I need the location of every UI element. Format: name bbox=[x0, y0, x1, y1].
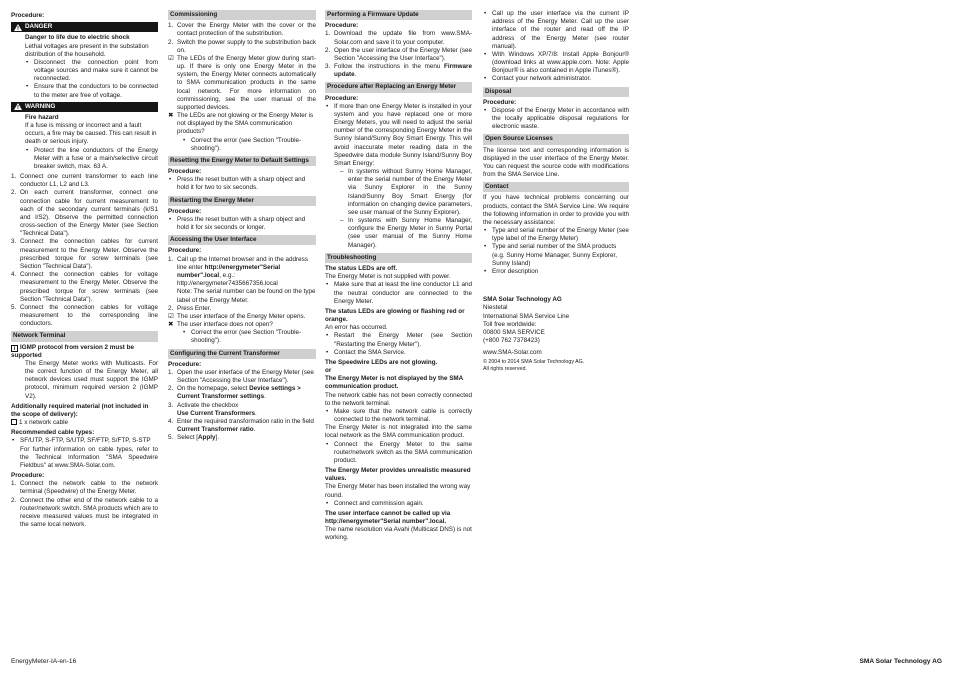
procedure-heading: Procedure: bbox=[325, 94, 359, 102]
address-line: Niestetal bbox=[483, 304, 508, 312]
list-item: • Error description bbox=[483, 268, 629, 276]
warning-label: WARNING bbox=[25, 102, 56, 110]
contact-text: If you have technical problems concerning our products, contact the SMA Service Line. We require the following information in order to provide you with the necessary assistance: bbox=[483, 194, 629, 226]
rights-text: All rights reserved. bbox=[483, 366, 527, 373]
warning-title: Fire hazard bbox=[25, 113, 59, 121]
section-heading-reset: Resetting the Energy Meter to Default Settings bbox=[168, 156, 316, 166]
cfg5-button: Apply bbox=[198, 434, 216, 442]
list-item: • Type and serial number of the Energy Meter (see type label of the Energy Meter) bbox=[483, 227, 629, 243]
step-item bbox=[168, 434, 316, 442]
access-note: Note: The serial number can be found on the type label of the Energy Meter. bbox=[177, 288, 316, 304]
step-item: 2. Press Enter. bbox=[168, 305, 316, 313]
address-line: 00800 SMA SERVICE bbox=[483, 328, 545, 336]
cfg2-menu: Device settings > Current Transformer settings bbox=[177, 385, 301, 401]
section-heading-config: Configuring the Current Transformer bbox=[168, 349, 316, 359]
step-item: 2. Open the user interface of the Energy Meter (see Section "Accessing the User Interface"). bbox=[325, 47, 472, 63]
step-item bbox=[168, 385, 316, 401]
section-heading-replace: Procedure after Replacing an Energy Meter bbox=[325, 82, 472, 92]
danger-text: Lethal voltages are present in the substation distribution of the household. bbox=[25, 42, 149, 58]
list-item: • Correct the error (see Section "Trouble-shooting"). bbox=[182, 329, 316, 345]
column-1 bbox=[11, 10, 158, 529]
list-item: – In systems with Sunny Home Manager, configure the Energy Meter in Sunny Portal (see user manual of the Sunny Home Manager). bbox=[339, 217, 472, 250]
cfg4-text: Enter the required transformation ratio in the field bbox=[177, 417, 314, 425]
cross-result-icon: ✖ bbox=[168, 112, 174, 120]
cfg3-text: Activate the checkbox bbox=[177, 401, 239, 409]
check-result-icon: ☑ bbox=[168, 54, 174, 62]
footer-company: SMA Solar Technology AG bbox=[859, 658, 942, 665]
section-heading-contact: Contact bbox=[483, 182, 629, 192]
procedure-heading: Procedure: bbox=[168, 168, 202, 176]
section-heading-troubleshooting: Troubleshooting bbox=[325, 253, 472, 263]
column-4 bbox=[483, 10, 629, 373]
cross-result-icon: ✖ bbox=[168, 321, 174, 329]
access-eg: , e.g.: bbox=[219, 271, 235, 279]
list-item: • Call up the user interface via the current IP address of the Energy Meter. Call up the user interface of the router and read off the IP address of the Energy Meter (see router manual). bbox=[483, 10, 629, 51]
warning-triangle-icon bbox=[14, 103, 22, 110]
danger-label: DANGER bbox=[25, 23, 53, 31]
fw3-menu: Firmware update bbox=[334, 63, 472, 79]
check-result-icon: ☑ bbox=[168, 312, 174, 320]
trouble-title: The Energy Meter is not displayed by the SMA communication product. bbox=[325, 375, 463, 391]
step-item bbox=[168, 256, 316, 305]
trouble-text: The name resolution via Avahi (Multicast DNS) is not working. bbox=[325, 526, 472, 542]
procedure-heading: Procedure: bbox=[11, 12, 45, 19]
cable-types-heading: Recommended cable types: bbox=[11, 429, 95, 437]
additional-material-heading: Additionally required material (not included in the scope of delivery): bbox=[11, 402, 149, 418]
trouble-text: The Energy Meter has been installed the wrong way round. bbox=[325, 483, 471, 499]
warning-text: If a fuse is missing or incorrect and a fault occurs, a fire may be caused. This can result in death or serious injury. bbox=[25, 122, 157, 146]
danger-banner bbox=[11, 22, 158, 32]
step-item: 2. On each current transformer, connect one connection cable for current measurement to each of the secondary current terminals (k/S1 and l/S2). Observe the permitted connection cross-section of the Energy Meter (see Section "Technical Data"). bbox=[11, 189, 158, 238]
cfg3-option: Use Current Transformers bbox=[177, 409, 256, 417]
step-item: 5. Connect the connection cables for voltage measurement to the corresponding line conductors. bbox=[11, 304, 158, 329]
address-line: Toll free worldwide: bbox=[483, 320, 537, 328]
trouble-or: or bbox=[325, 367, 332, 375]
list-item: • Ensure that the conductors to be connected to the meter are free of voltage. bbox=[25, 83, 158, 99]
procedure-heading: Procedure: bbox=[168, 207, 202, 215]
section-heading-network: Network Terminal bbox=[11, 331, 158, 341]
trouble-title: The user interface cannot be called up via http://energymeter"Serial number".local. bbox=[325, 509, 451, 526]
list-item: • Press the reset button with a sharp object and hold it for six seconds or longer. bbox=[168, 216, 316, 232]
list-item: • Connect and commission again. bbox=[325, 500, 472, 508]
website-link[interactable]: www.SMA-Solar.com bbox=[483, 349, 542, 357]
step-item: 1. Connect one current transformer to each line conductor L1, L2 and L3. bbox=[11, 173, 158, 189]
list-item: • Protect the line conductors of the Energy Meter with a fuse or a main/selective circuit breaker switch, max. 63 A. bbox=[25, 147, 158, 172]
trouble-text: The network cable has not been correctly connected to the network terminal. bbox=[325, 391, 472, 407]
step-item: 1. Cover the Energy Meter with the cover or the contact protection of the substribution. bbox=[168, 22, 316, 38]
list-item: • Type and serial number of the SMA products (e.g. Sunny Home Manager, Sunny Explorer, Sunny Island) bbox=[483, 243, 629, 268]
material-item: 1 x network cable bbox=[19, 419, 69, 427]
procedure-heading: Procedure: bbox=[325, 22, 359, 30]
step-item: 3. Connect the connection cables for current measurement to the Energy Meter. Observe the prescribed torque for screw terminals (see Section "Technical Data"). bbox=[11, 238, 158, 271]
trouble-text: An error has occurred. bbox=[325, 324, 388, 332]
step-item: 3. Follow the instructions in the menu Firmware update. bbox=[325, 63, 472, 79]
footer-document-id: EnergyMeter-IA-en-16 bbox=[11, 658, 77, 665]
column-3 bbox=[325, 10, 472, 543]
section-heading-restart: Restarting the Energy Meter bbox=[168, 196, 316, 206]
trouble-text: The Energy Meter is not integrated into the same local network as the SMA communication product. bbox=[325, 424, 472, 440]
list-item: • Connect the Energy Meter to the same router/network switch as the SMA communication product. bbox=[325, 441, 472, 466]
access-ok-text: The user interface of the Energy Meter opens. bbox=[177, 312, 306, 320]
access-step-text: Call up the Internet browser and in the address line enter bbox=[177, 255, 308, 271]
cfg4-field: Current Transformer ratio bbox=[177, 426, 254, 434]
column-2 bbox=[168, 10, 316, 442]
checkbox-icon bbox=[11, 419, 17, 425]
cfg5-text: Select [ bbox=[177, 434, 198, 442]
list-item: • With Windows XP/7/8: Install Apple Bonjour® (download links at www.apple.com. Note: Apple Bonjour® is also contained in Apple iTunes®). bbox=[483, 51, 629, 76]
trouble-title: The Speedwire LEDs are not glowing. bbox=[325, 358, 438, 366]
section-heading-disposal: Disposal bbox=[483, 87, 629, 97]
trouble-title: The status LEDs are glowing or flashing red or orange. bbox=[325, 307, 465, 324]
list-item: – In systems without Sunny Home Manager, enter the serial number of the Energy Meter via Sunny Explorer in the Sunny Island/Sunny Boy Smart Energy (for information on changing device parameters, see user manual of the Sunny Explorer). bbox=[339, 168, 472, 217]
address-line: International SMA Service Line bbox=[483, 312, 570, 320]
list-item: • Disconnect the connection point from voltage sources and make sure it cannot be reconnected. bbox=[25, 59, 158, 84]
cfg2-text: On the homepage, select bbox=[177, 385, 250, 393]
list-item: • Contact the SMA Service. bbox=[325, 349, 472, 357]
step-item: 3. Activate the checkbox Use Current Transformers. bbox=[168, 402, 316, 418]
step-item: 2. Connect the other end of the network cable to a router/network switch. SMA products which are to receive measured values must be integrated in the same local network. bbox=[11, 497, 158, 530]
oss-text: The license text and corresponding information is displayed in the user interface of the Energy Meter. You can request the source code with modifications from the SMA Service Line. bbox=[483, 146, 629, 179]
igmp-title: IGMP protocol from version 2 must be supported bbox=[11, 343, 134, 359]
access-example: http://energymeter7435667356.local bbox=[177, 280, 278, 288]
cfg5-end: ]. bbox=[215, 434, 219, 442]
step-item: 4. Enter the required transformation ratio in the field Current Transformer ratio. bbox=[168, 418, 316, 434]
cable-note: For further information on cable types, refer to the Technical Information "SMA Speedwire Fieldbus" at www.SMA-Solar.com. bbox=[20, 445, 158, 469]
section-heading-firmware: Performing a Firmware Update bbox=[325, 10, 472, 20]
section-heading-access: Accessing the User Interface bbox=[168, 235, 316, 245]
igmp-text: The Energy Meter works with Multicasts. For the correct function of the Energy Meter, all network devices used must support the IGMP protocol, minimum required version 2 (IGMP V2). bbox=[25, 359, 158, 400]
fw3-text: Follow the instructions in the menu bbox=[334, 63, 444, 71]
list-item: • Correct the error (see Section "Trouble-shooting"). bbox=[182, 137, 316, 153]
section-heading-oss: Open Source Licenses bbox=[483, 134, 629, 144]
section-heading-commissioning: Commissioning bbox=[168, 10, 316, 20]
led-fail-text: The LEDs are not glowing or the Energy Meter is not displayed by the SMA communication products? bbox=[177, 112, 314, 136]
procedure-heading: Procedure: bbox=[11, 472, 45, 480]
danger-title: Danger to life due to electric shock bbox=[25, 34, 130, 42]
led-ok-text: The LEDs of the Energy Meter glow during start-up. If there is only one Energy Meter in the system, the Energy Meter connects automatically to SMA communication products in the same local network. For more information on commissioning, see the user manual of the supported devices. bbox=[177, 54, 316, 111]
list-item: • SF/UTP, S-FTP, S/UTP, SF/FTP, S/FTP, S-STP bbox=[11, 437, 158, 445]
procedure-heading: Procedure: bbox=[168, 247, 202, 255]
list-item: • Restart the Energy Meter (see Section "Restarting the Energy Meter"). bbox=[325, 332, 472, 348]
access-fail-text: The user interface does not open? bbox=[177, 321, 273, 329]
list-item: • Make sure that at least the line conductor L1 and the neutral conductor are connected to the Energy Meter. bbox=[325, 281, 472, 306]
list-item: • Make sure that the network cable is correctly connected to the network terminal. bbox=[325, 408, 472, 424]
warning-triangle-icon bbox=[14, 24, 22, 31]
procedure-heading: Procedure: bbox=[168, 360, 202, 368]
info-icon: i bbox=[11, 345, 18, 352]
list-item: • If more than one Energy Meter is installed in your system and you have replaced one or more Energy Meters, you will need to adjust the serial number of the corresponding Energy Meter in the Sunny Island/Sunny Boy Smart Energy. This will avoid inaccurate meter reading data in the Speedwire data module Sunny Island/Sunny Boy Smart Energy: bbox=[325, 103, 472, 168]
step-item: 4. Connect the connection cables for voltage measurement to the Energy Meter. Observe the prescribed torque for screw terminals (see Section "Technical Data"). bbox=[11, 271, 158, 304]
step-item: 1. Connect the network cable to the network terminal (Speedwire) of the Energy Meter. bbox=[11, 480, 158, 496]
procedure-heading: Procedure: bbox=[483, 98, 517, 106]
company-name: SMA Solar Technology AG bbox=[483, 296, 562, 304]
trouble-title: The Energy Meter provides unrealistic measured values. bbox=[325, 467, 471, 483]
list-item: • Dispose of the Energy Meter in accordance with the locally applicable disposal regulations for electronic waste. bbox=[483, 107, 629, 132]
trouble-title: The status LEDs are off. bbox=[325, 264, 398, 272]
cfg2-end: . bbox=[264, 393, 266, 401]
trouble-text: The Energy Meter is not supplied with power. bbox=[325, 273, 451, 281]
list-item: • Contact your network administrator. bbox=[483, 75, 629, 83]
step-item: 2. Switch the power supply to the substribution back on. bbox=[168, 39, 316, 55]
list-item: • Press the reset button with a sharp object and hold it for two to six seconds. bbox=[168, 176, 316, 192]
step-item: 1. Download the update file from www.SMA-Solar.com and save it to your computer. bbox=[325, 30, 472, 46]
address-line: (+800 762 7378423) bbox=[483, 337, 540, 345]
warning-banner bbox=[11, 102, 158, 112]
step-item: 1. Open the user interface of the Energy Meter (see Section "Accessing the User Interface"). bbox=[168, 369, 316, 385]
copyright-text: © 2004 to 2014 SMA Solar Technology AG. bbox=[483, 359, 585, 366]
access-url: http://energymeter"Serial number".local bbox=[177, 263, 281, 279]
